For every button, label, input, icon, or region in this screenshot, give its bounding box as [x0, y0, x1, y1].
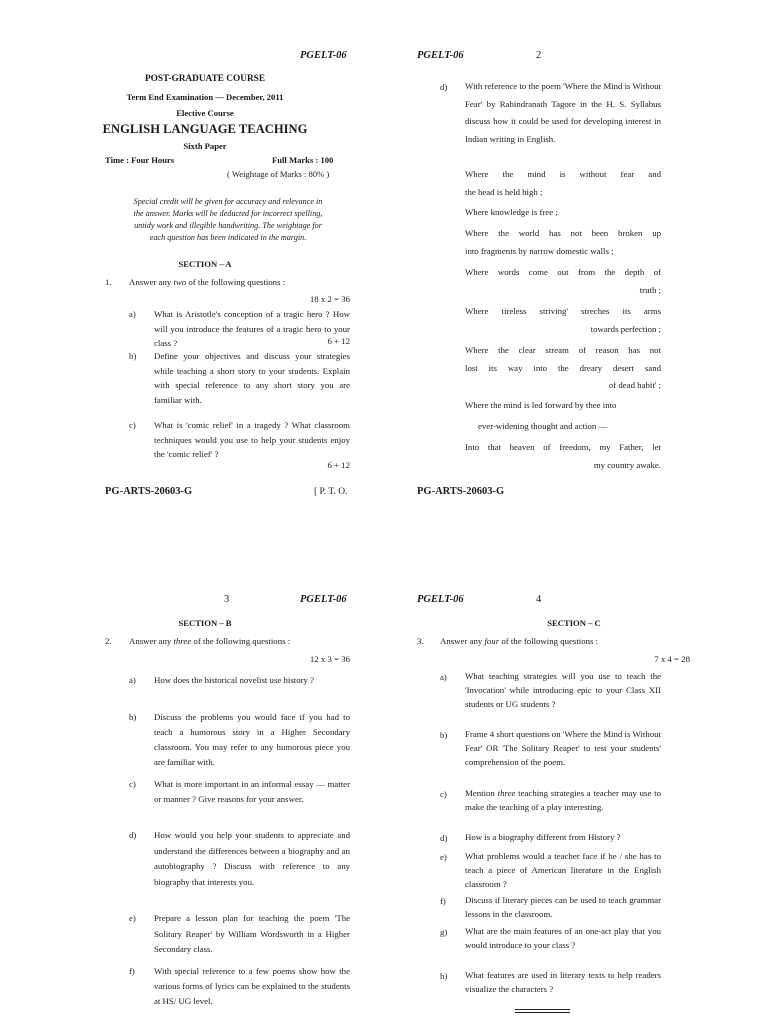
page-2 — [384, 0, 768, 512]
question-text: Answer any three of the following questions : — [129, 636, 291, 646]
item-label: b) — [129, 351, 137, 361]
question-marks: 7 x 4 = 28 — [654, 654, 690, 664]
page-1 — [0, 0, 384, 512]
poem-stanza — [465, 439, 661, 474]
course-title: POST-GRADUATE COURSE — [144, 74, 266, 84]
poem-line: truth ; — [639, 284, 661, 295]
item-text: What is more important in an informal essay — matter or manner ? Give reasons for your answer. — [154, 779, 350, 804]
item-label: c) — [129, 779, 136, 789]
poem-stanza — [465, 264, 661, 299]
instruction-line: Special credit will be given for accuracy and relevance in — [133, 197, 323, 206]
instruction-line: the answer. Marks will be deducted for incorrect spelling, — [133, 209, 323, 218]
item-label: e) — [440, 852, 447, 862]
item-text: What are the main features of an one-act play that you would introduce to your class ? — [465, 926, 661, 950]
item-text: With special reference to a few poems show how the various forms of lyrics can be explained to the students at HS/ UG level. — [154, 966, 350, 1006]
poem-stanza — [465, 342, 661, 395]
poem-line: Where tireless striving' streches its arms — [465, 306, 661, 316]
item-text: How would you help your students to appreciate and understand the differences between a biography and an autobiography ? Discuss with reference to any biography that interests you. — [154, 830, 350, 887]
end-rule — [515, 1009, 570, 1010]
poem-stanza — [465, 225, 661, 260]
poem-line: Where words come out from the depth of — [465, 267, 661, 277]
item-label: g) — [440, 927, 448, 937]
page-code: PGELT-06 — [417, 50, 464, 61]
page-code: PGELT-06 — [417, 594, 464, 605]
poem-stanza — [465, 204, 661, 222]
item-text: Prepare a lesson plan for teaching the poem 'The Solitary Reaper' by William Wordsworth in a Higher Secondary class. — [154, 913, 350, 954]
poem-line: lost its way into the dreary desert sand — [465, 362, 661, 373]
item-label: b) — [129, 712, 137, 722]
item-text: Frame 4 short questions on 'Where the Mind is Without Fear' OR 'The Solitary Reaper' to test your students' comprehension of the poem. — [465, 729, 661, 767]
poem-line: into fragments by narrow domestic walls ; — [465, 245, 614, 256]
full-marks-label: Full Marks : 100 — [272, 155, 334, 165]
poem-line: Where knowledge is free ; — [465, 207, 558, 217]
page-4 — [384, 512, 768, 1024]
item-text: Mention three teaching strategies a teacher may use to make the teaching of a play interesting. — [465, 788, 662, 812]
instruction-line: untidy work and illegible handwriting. The weightage for — [134, 221, 322, 230]
instruction-line: each question has been indicated in the margin. — [149, 233, 307, 242]
poem-line: Into that heaven of freedom, my Father, let — [465, 442, 661, 452]
item-label: d) — [440, 833, 448, 843]
poem-line: Where the world has not been broken up — [465, 228, 661, 238]
elective-label: Elective Course — [176, 108, 234, 118]
section-heading: SECTION – C — [547, 618, 601, 628]
item-text: What features are used in literary texts to help readers visualize the characters ? — [465, 970, 661, 994]
item-label: d) — [440, 82, 448, 92]
item-text: How does the historical novelist use history ? — [154, 675, 315, 685]
section-heading: SECTION – A — [178, 259, 232, 269]
poem-stanza — [465, 397, 661, 415]
item-text: Discuss if literary pieces can be used to teach grammar lessons in the classroom. — [465, 895, 661, 919]
poem-line: Where the mind is led forward by thee into — [465, 400, 617, 410]
item-text: What teaching strategies will you use to teach the 'Invocation' while introducing epic to your Class XII students or UG students ? — [465, 671, 661, 709]
page-number: 3 — [224, 594, 230, 605]
item-text: With reference to the poem 'Where the Mind is Without Fear' by Rabindranath Tagore in the H. S. Syllabus discuss how it could be used for developing interest in Indian writing in English. — [465, 81, 661, 144]
item-label: h) — [440, 971, 448, 981]
item-label: c) — [440, 789, 447, 799]
poem-line: Where the mind is without fear and — [465, 169, 661, 179]
item-text: Discuss the problems you would face if you had to teach a humorous story in a Higher Secondary classroom. You may refer to any humorous piece you are familiar with. — [154, 712, 350, 767]
item-label: a) — [129, 675, 136, 685]
question-text: Answer any two of the following questions : — [129, 277, 286, 287]
poem-line: the head is held high ; — [465, 186, 543, 197]
item-label: d) — [129, 830, 137, 840]
item-text: Define your objectives and discuss your strategies while teaching a short story to your students. Explain with special reference to any short story you are familiar with. — [154, 351, 350, 405]
page-number: 4 — [536, 594, 542, 605]
pto-label: [ P. T. O. — [314, 487, 348, 497]
end-rule — [515, 1012, 570, 1013]
footer-code: PG-ARTS-20603-G — [417, 486, 505, 497]
item-label: c) — [129, 420, 136, 430]
weightage-label: ( Weightage of Marks : 80% ) — [227, 169, 330, 179]
item-marks: 6 + 12 — [327, 336, 350, 346]
page-3 — [0, 512, 384, 1024]
poem-stanza — [465, 166, 661, 201]
instructions — [100, 196, 356, 244]
poem-stanza — [465, 418, 661, 436]
paper-label: Sixth Paper — [183, 141, 227, 151]
item-text: What is 'comic relief' in a tragedy ? What classroom techniques would you use to help your students enjoy the 'comic relief' ? — [154, 420, 350, 460]
item-label: a) — [129, 309, 136, 319]
page-number: 2 — [536, 50, 542, 61]
item-label: e) — [129, 913, 136, 923]
item-label: a) — [440, 672, 447, 682]
item-label: b) — [440, 730, 448, 740]
item-text: How is a biography different from History ? — [465, 832, 621, 842]
question-number: 2. — [105, 636, 112, 646]
poem-line: my country awake. — [593, 459, 661, 470]
poem-line: Where the clear stream of reason has not — [465, 345, 661, 355]
item-marks: 6 + 12 — [327, 460, 350, 470]
question-number: 1. — [105, 277, 112, 287]
subject-title: ENGLISH LANGUAGE TEACHING — [102, 122, 308, 136]
item-text: What problems would a teacher face if he / she has to teach a piece of American literature in the English classroom ? — [465, 851, 661, 889]
item-label: f) — [440, 896, 446, 906]
question-number: 3. — [417, 636, 424, 646]
poem-line: of dead habit' ; — [608, 380, 661, 390]
time-label: Time : Four Hours — [105, 155, 175, 165]
page-code: PGELT-06 — [300, 594, 347, 605]
poem-line: towards perfection ; — [590, 323, 661, 334]
question-text: Answer any four of the following questions : — [440, 636, 599, 646]
question-marks: 18 x 2 = 36 — [309, 294, 350, 304]
poem-line: ever-widening thought and action — — [478, 421, 608, 431]
question-marks: 12 x 3 = 36 — [309, 654, 350, 664]
page-code: PGELT-06 — [300, 50, 347, 61]
exam-title: Term End Examination — December, 2011 — [126, 92, 284, 102]
section-heading: SECTION – B — [178, 618, 232, 628]
item-label: f) — [129, 966, 135, 976]
poem-stanza — [465, 303, 661, 338]
item-text: What is Aristotle's conception of a tragic hero ? How will you introduce the features of a tragic hero to your class ? — [154, 309, 350, 349]
footer-code: PG-ARTS-20603-G — [105, 486, 193, 497]
